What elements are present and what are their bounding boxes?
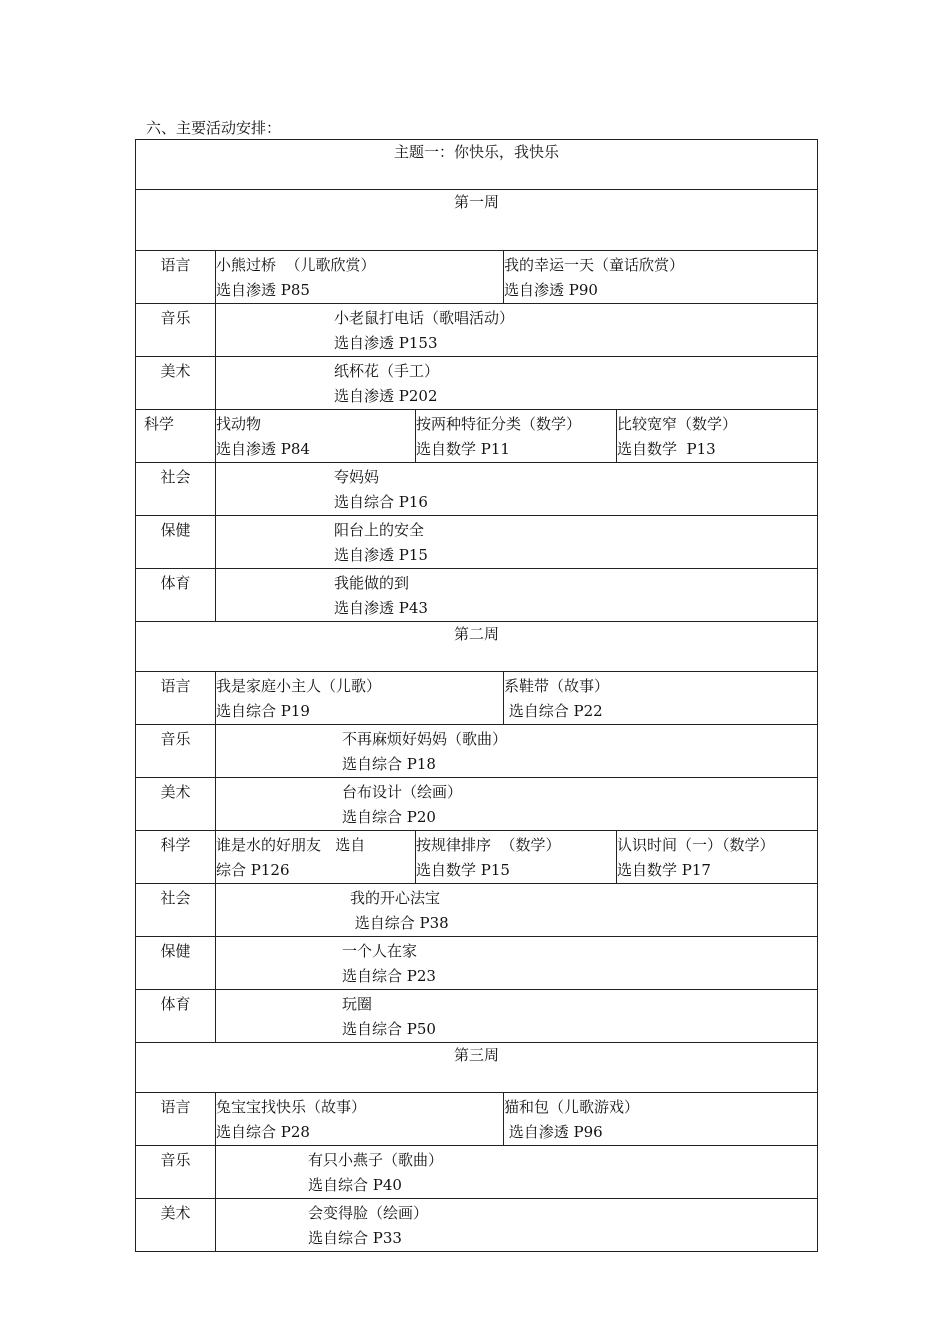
- activity-source: 选自综合 P50: [342, 1020, 436, 1038]
- subject-label: 语言: [136, 672, 216, 725]
- activity-source: 选自综合 P23: [342, 967, 436, 985]
- activity-title: 台布设计（绘画）: [342, 783, 463, 801]
- activity-source: 选自综合 P18: [342, 755, 436, 773]
- subject-label: 体育: [136, 990, 216, 1043]
- subject-label: 美术: [136, 1199, 216, 1252]
- activity-source: 选自渗透 P43: [334, 599, 428, 617]
- activity-cell: [216, 831, 416, 884]
- subject-label: 体育: [136, 569, 216, 622]
- activity-cell: [216, 410, 416, 463]
- activity-cell: [216, 778, 818, 831]
- activity-title: 我是家庭小主人（儿歌）: [216, 677, 382, 695]
- activity-title: 兔宝宝找快乐（故事）: [216, 1098, 367, 1116]
- subject-row: [136, 1093, 818, 1146]
- subject-row: [136, 410, 818, 463]
- subject-label: 美术: [136, 778, 216, 831]
- subject-row: [136, 672, 818, 725]
- activity-title: 一个人在家: [342, 942, 418, 960]
- activity-source: 选自渗透 P85: [216, 281, 310, 299]
- activity-source: 综合 P126: [216, 861, 290, 879]
- subject-label: 社会: [136, 463, 216, 516]
- activity-cell: [504, 672, 818, 725]
- subject-row: [136, 1199, 818, 1252]
- activity-source: 选自渗透 P153: [334, 334, 438, 352]
- subject-row: [136, 569, 818, 622]
- activity-cell: [216, 1093, 504, 1146]
- activity-cell: [416, 831, 617, 884]
- week-title: 第一周: [136, 190, 818, 251]
- subject-label: 社会: [136, 884, 216, 937]
- subject-label: 保健: [136, 937, 216, 990]
- activity-cell: [216, 672, 504, 725]
- activity-source: 选自综合 P20: [342, 808, 436, 826]
- activity-title: 按两种特征分类（数学）: [416, 415, 582, 433]
- subject-row: [136, 990, 818, 1043]
- activity-title: 小老鼠打电话（歌唱活动）: [334, 309, 515, 327]
- week-header-row: [136, 190, 818, 251]
- subject-row: [136, 831, 818, 884]
- activity-source: 选自数学 P17: [617, 861, 711, 879]
- activity-cell: [216, 990, 818, 1043]
- activity-title: 我的开心法宝: [350, 889, 441, 907]
- activity-title: 我的幸运一天（童话欣赏）: [504, 256, 685, 274]
- activity-title: 找动物: [216, 415, 262, 433]
- activity-title: 玩圈: [342, 995, 373, 1013]
- subject-label: 音乐: [136, 1146, 216, 1199]
- activity-title: 认识时间（一）（数学）: [617, 836, 775, 854]
- activity-cell: [216, 251, 504, 304]
- activity-source: 选自综合 P22: [504, 702, 603, 720]
- activity-source: 选自渗透 P202: [334, 387, 438, 405]
- activity-title: 有只小燕子（歌曲）: [308, 1151, 444, 1169]
- activity-cell: [216, 1146, 818, 1199]
- activity-source: 选自渗透 P15: [334, 546, 428, 564]
- activity-source: 选自数学 P11: [416, 440, 510, 458]
- section-heading: 六、主要活动安排：: [146, 119, 282, 137]
- activity-cell: [504, 1093, 818, 1146]
- activity-title: 按规律排序 （数学）: [416, 836, 561, 854]
- subject-row: [136, 725, 818, 778]
- activity-cell: [617, 831, 818, 884]
- subject-row: [136, 251, 818, 304]
- subject-label: 保健: [136, 516, 216, 569]
- activity-title: 谁是水的好朋友 选自: [216, 836, 366, 854]
- activity-title: 我能做的到: [334, 574, 410, 592]
- activity-cell: [617, 410, 818, 463]
- subject-label: 美术: [136, 357, 216, 410]
- activity-cell: [216, 357, 818, 410]
- activity-source: 选自数学 P15: [416, 861, 510, 879]
- subject-label: 音乐: [136, 304, 216, 357]
- activity-source: 选自渗透 P90: [504, 281, 598, 299]
- subject-row: [136, 1146, 818, 1199]
- subject-label: 音乐: [136, 725, 216, 778]
- activity-title: 猫和包（儿歌游戏）: [504, 1098, 640, 1116]
- activity-source: 选自渗透 P84: [216, 440, 310, 458]
- activity-source: 选自综合 P16: [334, 493, 428, 511]
- activity-title: 纸杯花（手工）: [334, 362, 440, 380]
- week-title: 第二周: [136, 622, 818, 672]
- week-header-row: [136, 1043, 818, 1093]
- activity-cell: [416, 410, 617, 463]
- subject-label: 科学: [136, 410, 216, 463]
- activity-cell: [216, 463, 818, 516]
- activity-cell: [216, 937, 818, 990]
- subject-row: [136, 884, 818, 937]
- activity-source: 选自综合 P40: [308, 1176, 402, 1194]
- subject-label: 语言: [136, 251, 216, 304]
- activity-source: 选自综合 P28: [216, 1123, 310, 1141]
- subject-row: [136, 357, 818, 410]
- subject-label: 科学: [136, 831, 216, 884]
- activity-cell: [216, 516, 818, 569]
- activity-title: 不再麻烦好妈妈（歌曲）: [342, 730, 508, 748]
- activity-source: 选自数学 P13: [617, 440, 716, 458]
- activity-title: 比较宽窄（数学）: [617, 415, 738, 433]
- activity-cell: [216, 304, 818, 357]
- subject-label: 语言: [136, 1093, 216, 1146]
- activity-title: 夸妈妈: [334, 468, 380, 486]
- activity-title: 小熊过桥 （儿歌欣赏）: [216, 256, 376, 274]
- activity-source: 选自综合 P38: [350, 914, 449, 932]
- activity-cell: [504, 251, 818, 304]
- subject-row: [136, 304, 818, 357]
- activity-title: 阳台上的安全: [334, 521, 425, 539]
- week-header-row: [136, 622, 818, 672]
- activity-source: 选自综合 P33: [308, 1229, 402, 1247]
- activity-source: 选自渗透 P96: [504, 1123, 603, 1141]
- activity-source: 选自综合 P19: [216, 702, 310, 720]
- subject-row: [136, 463, 818, 516]
- activity-table: [135, 139, 818, 1252]
- subject-row: [136, 516, 818, 569]
- theme-row: [136, 140, 818, 190]
- week-title: 第三周: [136, 1043, 818, 1093]
- activity-title: 系鞋带（故事）: [504, 677, 610, 695]
- subject-row: [136, 937, 818, 990]
- activity-cell: [216, 884, 818, 937]
- activity-cell: [216, 1199, 818, 1252]
- subject-row: [136, 778, 818, 831]
- activity-cell: [216, 725, 818, 778]
- activity-cell: [216, 569, 818, 622]
- theme-title: 主题一：你快乐，我快乐: [136, 140, 818, 190]
- activity-title: 会变得脸（绘画）: [308, 1204, 429, 1222]
